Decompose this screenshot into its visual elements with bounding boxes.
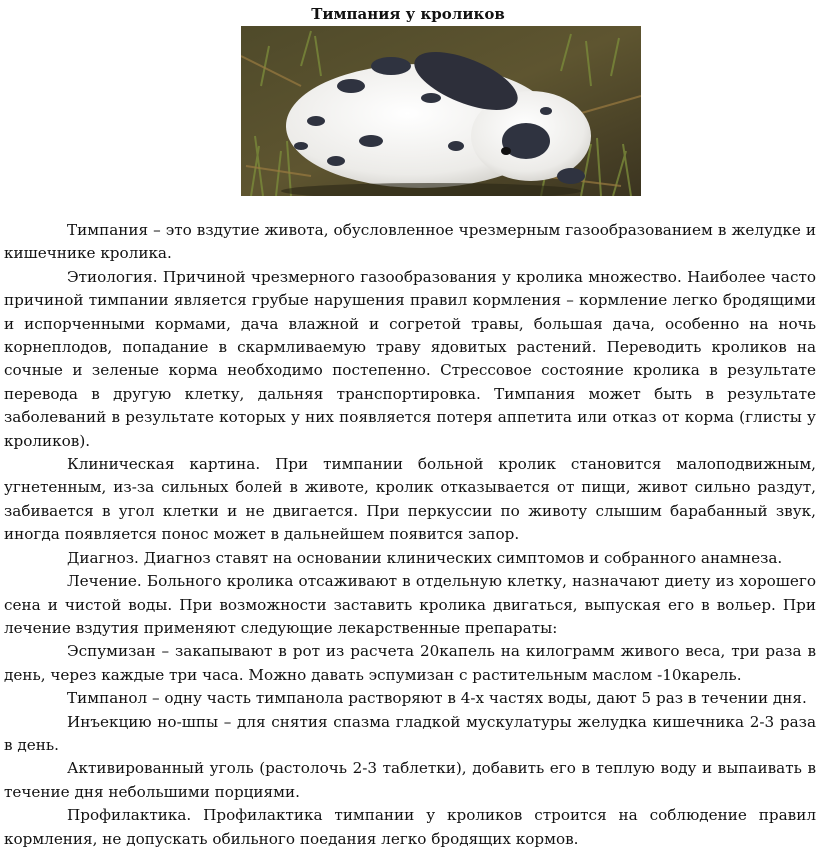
paragraph-diagnosis: Диагноз. Диагноз ставят на основании клинических симптомов и собранного анамнеза. xyxy=(67,548,783,567)
paragraph-espumisan: Эспумизан – закапывают в рот из расчета 20капель на килограмм живого веса, три раза в день, через каждые три часа. Можно давать эспумизан с растительным маслом -10карель. xyxy=(4,642,816,684)
paragraph-definition: Тимпания – это вздутие живота, обусловленное чрезмерным газообразованием в желудке и кишечнике кролика. xyxy=(4,221,816,263)
document-title: Тимпания у кроликов xyxy=(311,5,505,23)
paragraph-timpanol: Тимпанол – одну часть тимпанола растворяют в 4-х частях воды, дают 5 раз в течении дня. xyxy=(67,689,807,708)
paragraph-clinical-picture: Клиническая картина. При тимпании больной кролик становится малоподвижным, угнетенным, из-за сильных болей в животе, кролик отказывается от пищи, живот сильно раздут, забивается в угол клетки и не двигается. При перкуссии по животу слышим барабанный звук, иногда появляется понос может в дальнейшем появится запор. xyxy=(4,455,816,544)
rabbit-photo xyxy=(241,26,641,196)
paragraph-treatment: Лечение. Больного кролика отсаживают в отдельную клетку, назначают диету из хорошего сена и чистой воды. При возможности заставить кролика двигаться, выпуская его в вольер. При лечение вздутия применяют следующие лекарственные препараты: xyxy=(4,572,816,637)
paragraph-activated-charcoal: Активированный уголь (растолочь 2-3 таблетки), добавить его в теплую воду и выпаивать в течение дня небольшими порциями. xyxy=(4,759,816,801)
paragraph-no-shpa: Инъекцию но-шпы – для снятия спазма гладкой мускулатуры желудка кишечника 2-3 раза в день. xyxy=(4,712,816,754)
document-body xyxy=(4,219,816,851)
paragraph-prevention: Профилактика. Профилактика тимпании у кроликов строится на соблюдение правил кормления, не допускать обильного поедания легко бродящих кормов. xyxy=(4,806,816,848)
paragraph-etiology: Этиология. Причиной чрезмерного газообразования у кролика множество. Наиболее часто причиной тимпании является грубые нарушения правил кормления – кормление легко бродящими и испорченными кормами, дача влажной и согретой травы, большая дача, особенно на ночь корнеплодов, попадание в скармливаемую траву ядовитых растений. Переводить кроликов на сочные и зеленые корма необходимо постепенно. Стрессовое состояние кролика в результате перевода в другую клетку, дальняя транспортировка. Тимпания может быть в результате заболеваний в результате которых у них появляется потеря аппетита или отказ от корма (глисты у кроликов). xyxy=(4,267,816,450)
